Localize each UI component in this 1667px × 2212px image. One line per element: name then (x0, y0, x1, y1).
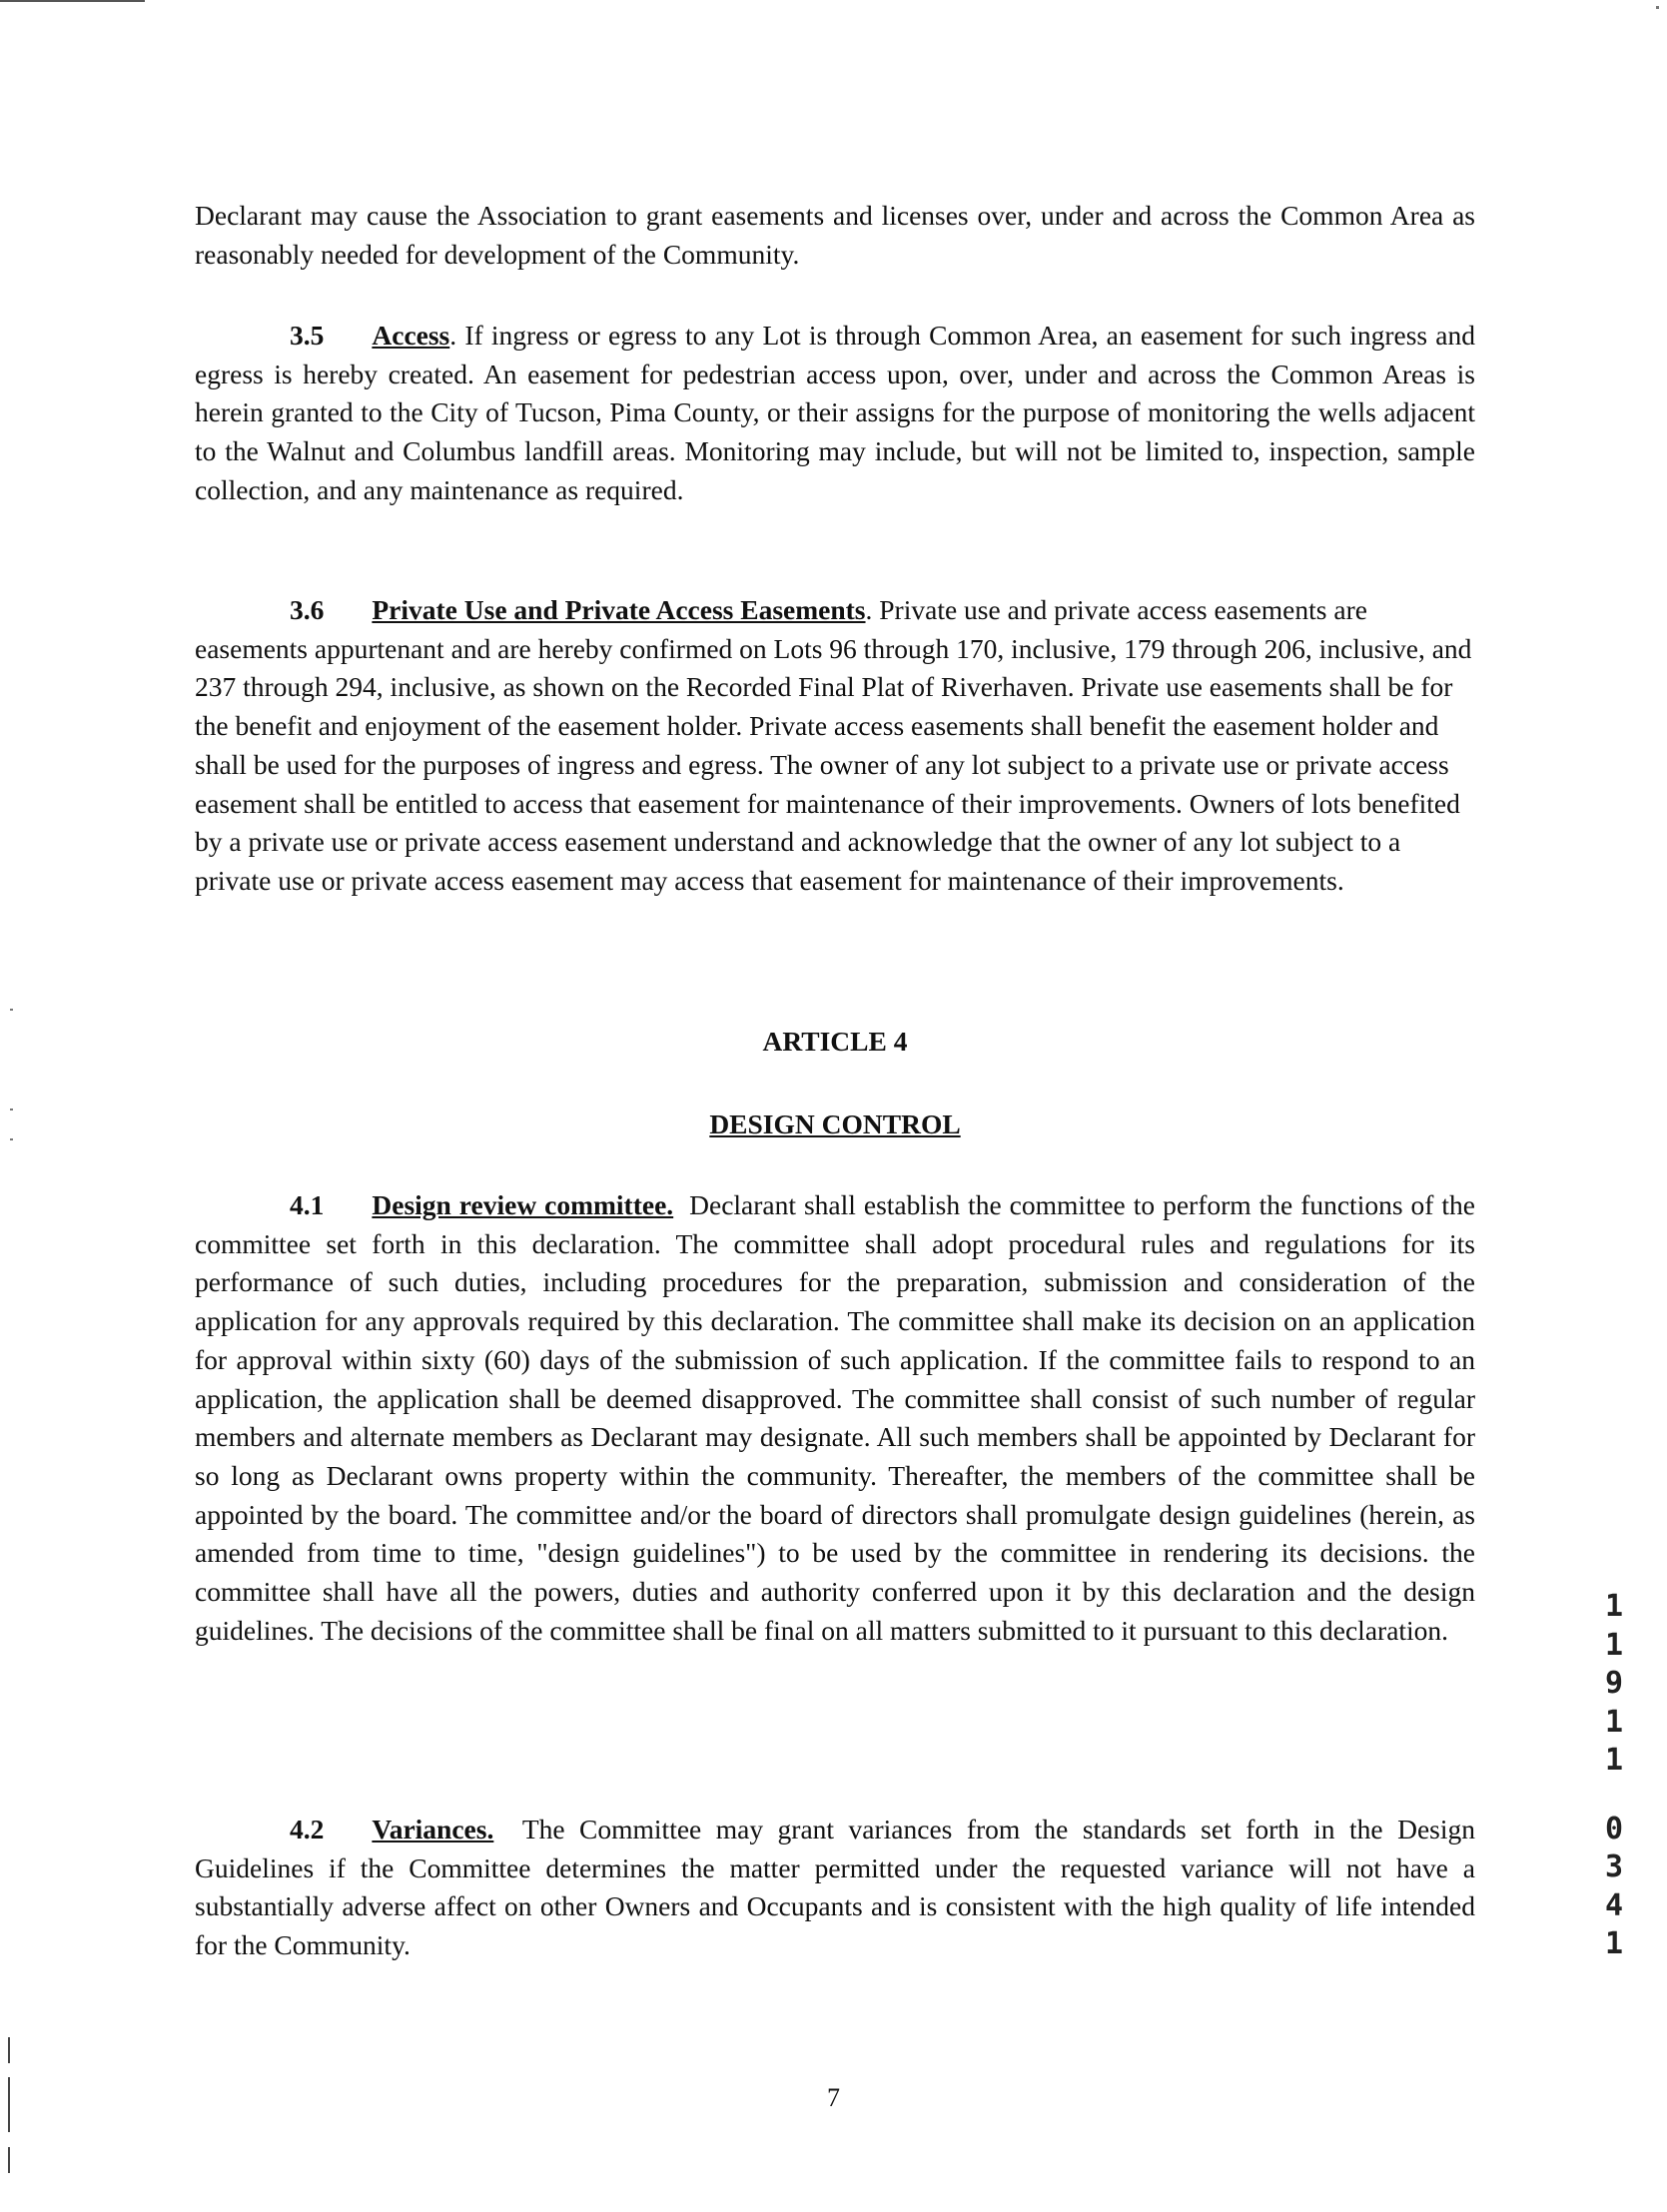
section-title: Access (372, 320, 450, 351)
stamp-digit: 4 (1604, 1887, 1624, 1923)
section-body: Declarant shall establish the committee to perform the functions of the committee set forth in this declaration. The committee shall adopt procedural rules and regulations for its performance of such duties, including procedures for the preparation, submission and consideration of the application for any approvals required by this declaration. The committee shall make its decision on an application for approval within sixty (60) days of the submission of such application. If the committee fails to respond to an application, the application shall be deemed disapproved. The committee shall consist of such number of regular members and alternate members as Declarant may designate. All such members shall be appointed by Declarant for so long as Declarant owns property within the community. Thereafter, the members of the committee shall be appointed by the board. The committee and/or the board of directors shall promulgate design guidelines (herein, as amended from time to time, "design guidelines") to be used by the committee in rendering its decisions. the committee shall have all the powers, duties and authority conferred upon it by this declaration and the design guidelines. The decisions of the committee shall be final on all matters submitted to it pursuant to this declaration. (195, 1189, 1475, 1646)
section-title: Variances. (372, 1814, 494, 1844)
scan-top-rule (0, 0, 145, 2)
article-title: DESIGN CONTROL (709, 1108, 961, 1139)
stamp-digit: 1 (1604, 1704, 1624, 1740)
section-4-1-paragraph (195, 1186, 1475, 1650)
section-number: 3.6 (290, 594, 325, 625)
section-number: 4.2 (290, 1814, 325, 1844)
section-number: 3.5 (290, 320, 325, 351)
section-3-5-paragraph: 3.5 Access. If ingress or egress to any Lot is through Common Area, an easement for such ingress and egress is hereby created. An easement for pedestrian access upon, over, under and across the Common Areas is herein granted to the City of Tucson, Pima County, or their assigns for the purpose of monitoring the wells adjacent to the Walnut and Columbus landfill areas. Monitoring may include, but will not be limited to, inspection, sample collection, and any maintenance as required. (195, 320, 1475, 505)
stamp-digit: 3 (1604, 1849, 1624, 1884)
section-4-1 (195, 1186, 1475, 1650)
section-body: Private use and private access easements are easements appurtenant and are hereby confirmed on Lots 96 through 170, inclusive, 179 through 206, inclusive, and 237 through 294, inclusive, as shown on the Recorded Final Plat of Riverhaven. Private use easements shall be for the benefit and enjoyment of the easement holder. Private access easements shall benefit the easement holder and shall be used for the purposes of ingress and egress. The owner of any lot subject to a private use or private access easement shall be entitled to access that easement for maintenance of their improvements. Owners of lots benefited by a private use or private access easement understand and acknowledge that the owner of any lot subject to a private use or private access easement may access that easement for maintenance of their improvements. (195, 594, 1472, 896)
scan-speck (10, 1108, 13, 1110)
recording-stamp-digits (1604, 1588, 1624, 1964)
section-title: Design review committee. (372, 1189, 674, 1220)
section-title: Private Use and Private Access Easements (372, 594, 866, 625)
section-3-5 (195, 317, 1475, 510)
scan-speck (10, 1009, 13, 1011)
section-3-6 (195, 591, 1475, 901)
section-4-2 (195, 1811, 1475, 1965)
section-number: 4.1 (290, 1189, 325, 1220)
carryover-paragraph (195, 197, 1475, 274)
scan-margin-mark (8, 2037, 10, 2063)
stamp-digit: 0 (1604, 1811, 1624, 1846)
carryover-text: Declarant may cause the Association to grant easements and licenses over, under and across the Common Area as reasonably needed for development of the Community. (195, 200, 1475, 270)
page-number: 7 (827, 2083, 840, 2112)
section-3-6-paragraph: 3.6 Private Use and Private Access Easements. Private use and private access easements are easements appurtenant and are hereby confirmed on Lots 96 through 170, inclusive, 179 through 206, inclusive, and 237 through 294, inclusive, as shown on the Recorded Final Plat of Riverhaven. Private use easements shall be for the benefit and enjoyment of the easement holder. Private access easements shall benefit the easement holder and shall be used for the purposes of ingress and egress. The owner of any lot subject to a private use or private access easement shall be entitled to access that easement for maintenance of their improvements. Owners of lots benefited by a private use or private access easement understand and acknowledge that the owner of any lot subject to a private use or private access easement may access that easement for maintenance of their improvements. (195, 594, 1472, 896)
section-body: If ingress or egress to any Lot is through Common Area, an easement for such ingress and egress is hereby created. An easement for pedestrian access upon, over, under and across the Common Areas is herein granted to the City of Tucson, Pima County, or their assigns for the purpose of monitoring the wells adjacent to the Walnut and Columbus landfill areas. Monitoring may include, but will not be limited to, inspection, sample collection, and any maintenance as required. (195, 320, 1475, 505)
stamp-digit: 1 (1604, 1589, 1624, 1624)
stamp-digit: 1 (1604, 1926, 1624, 1961)
stamp-digit: 1 (1604, 1627, 1624, 1663)
section-4-2-paragraph (195, 1811, 1475, 1965)
article-heading: ARTICLE 4 (762, 1026, 908, 1057)
scan-speck (1656, 6, 1659, 9)
section-body: The Committee may grant variances from the standards set forth in the Design Guidelines if the Committee determines the matter permitted under the requested variance will not have a substantially adverse affect on other Owners and Occupants and is consistent with the high quality of life intended for the Community. (195, 1814, 1475, 1961)
stamp-digit: 9 (1604, 1666, 1624, 1701)
scan-speck (10, 1138, 13, 1140)
scan-margin-mark (8, 2147, 10, 2173)
stamp-digit: 1 (1604, 1743, 1624, 1778)
